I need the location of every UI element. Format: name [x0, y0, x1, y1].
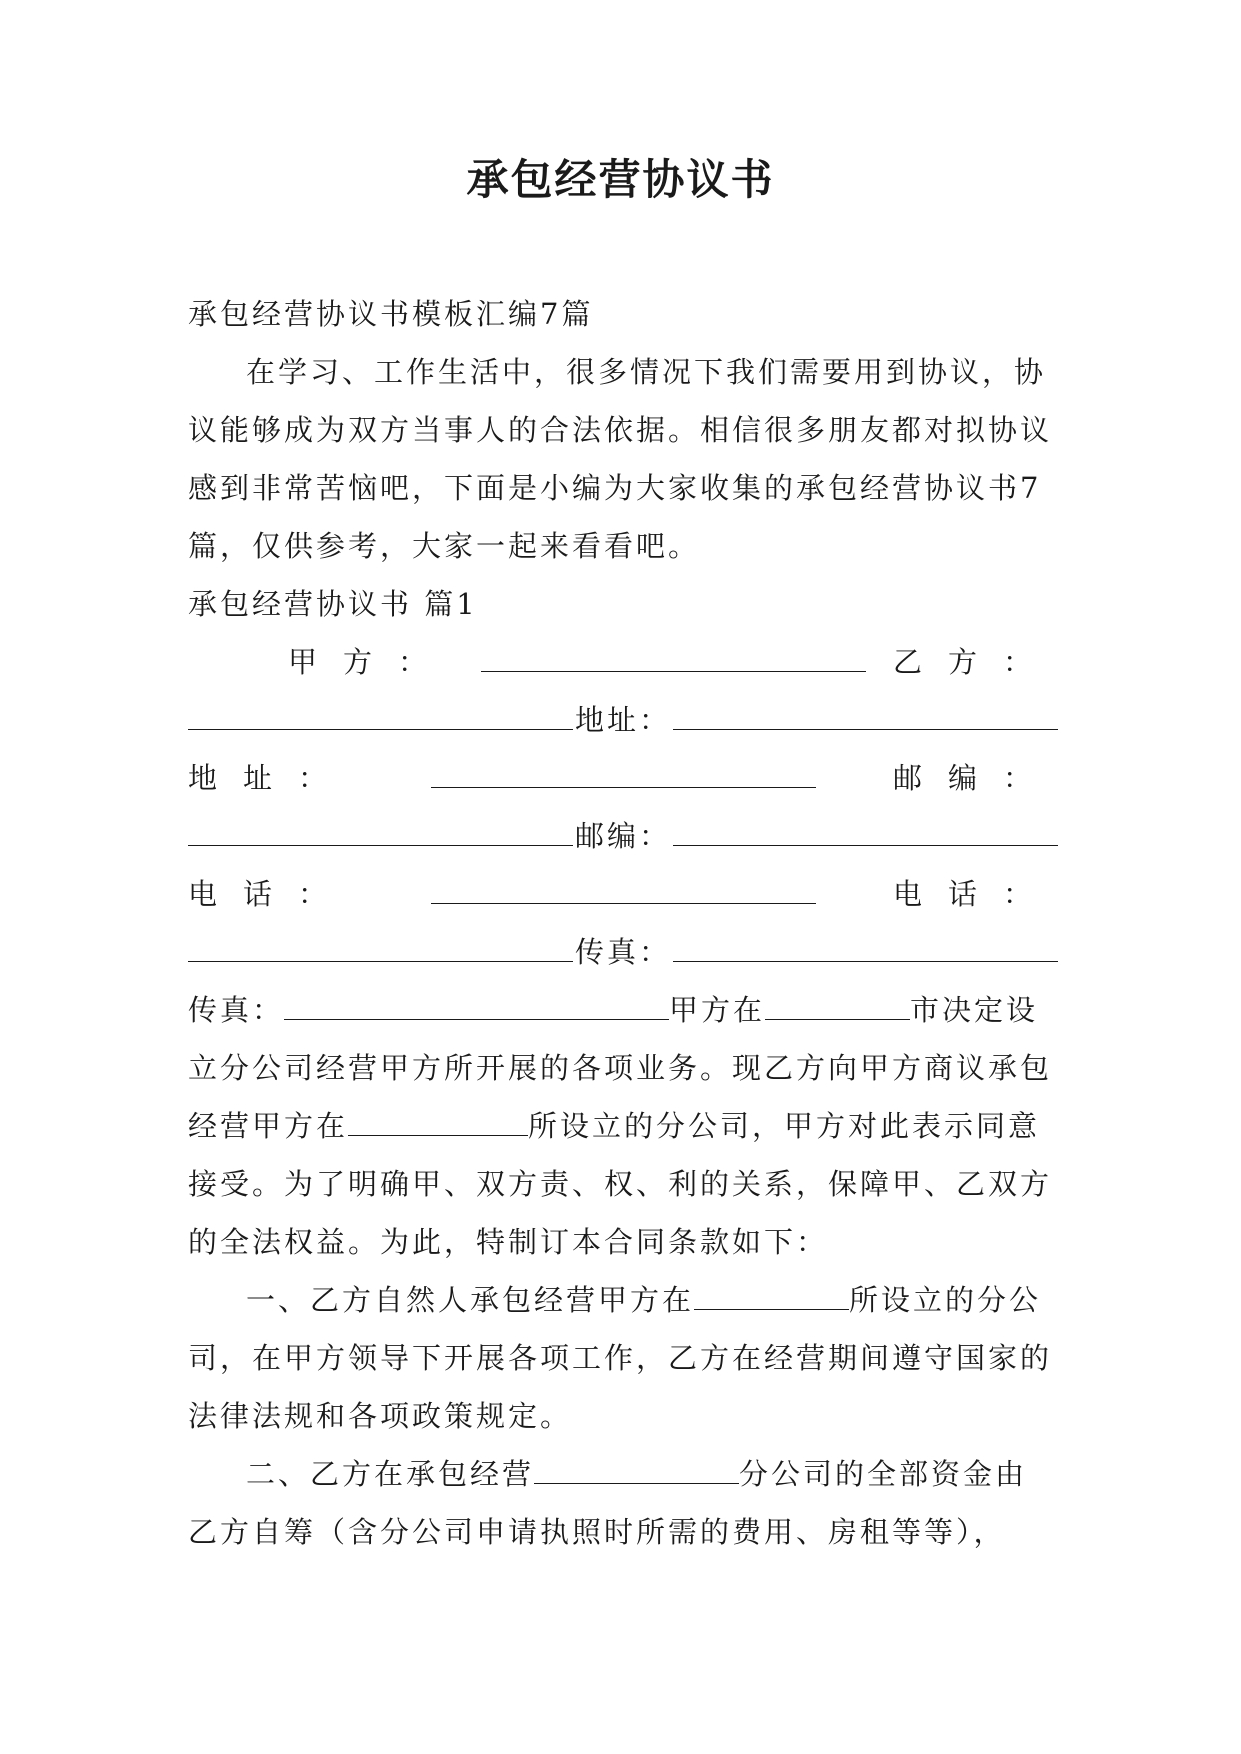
address-a-row — [188, 749, 1058, 807]
party-b-blank — [188, 728, 573, 730]
clause-2-blank — [534, 1482, 739, 1484]
postcode-b-blank — [673, 844, 1058, 846]
clause-1-part1: 一、乙方自然人承包经营甲方在 — [246, 1283, 695, 1317]
paragraph-1-part2: 市决定设立分公司经营甲方所开展的各项业务。现乙方向甲方商议承包经营甲方在 — [188, 993, 1053, 1143]
address-label: 地址： — [574, 703, 671, 737]
party-b-address-row — [188, 691, 1058, 749]
phone-a-row — [188, 865, 1058, 923]
phone-a-label: 电话： — [188, 877, 354, 911]
clause-2 — [188, 1445, 1058, 1561]
fax-a-label: 传真： — [188, 993, 285, 1027]
phone-b-blank — [188, 960, 573, 962]
phone-b-label: 电话： — [892, 877, 1058, 911]
postcode-a-blank — [188, 844, 573, 846]
paragraph-1-part3: 所设立的分公司，甲方对此表示同意接受。为了明确甲、双方责、权、利的关系，保障甲、乙双方的全法权益。为此，特制订本合同条款如下： — [188, 1109, 1053, 1259]
fax-label: 传真： — [574, 935, 671, 969]
party-a-blank — [481, 670, 866, 672]
city-blank — [765, 1018, 910, 1020]
document-title: 承包经营协议书 — [466, 155, 775, 204]
document-body — [188, 285, 1058, 1561]
clause-1 — [188, 1271, 1058, 1445]
postcode-b-label: 邮编： — [892, 761, 1058, 795]
party-a-label: 甲方： — [288, 645, 454, 679]
section-heading: 承包经营协议书 篇1 — [188, 587, 478, 621]
paragraph-1-part1: 甲方在 — [669, 993, 766, 1027]
location-blank — [348, 1134, 528, 1136]
phone-a-blank — [431, 902, 816, 904]
fax-b-blank — [673, 960, 1058, 962]
fax-a-blank — [284, 1018, 669, 1020]
document-subtitle: 承包经营协议书模板汇编7篇 — [188, 297, 594, 331]
address-b-blank — [673, 728, 1058, 730]
clause-2-part1: 二、乙方在承包经营 — [246, 1457, 535, 1491]
postcode-label: 邮编： — [574, 819, 671, 853]
fax-row — [188, 923, 1058, 981]
clause-1-part2: 所设立的分公司，在甲方领导下开展各项工作，乙方在经营期间遵守国家的法律法规和各项政策规定。 — [188, 1283, 1053, 1433]
party-row — [188, 633, 1058, 691]
address-a-blank — [431, 786, 816, 788]
address-a-label: 地址： — [188, 761, 354, 795]
paragraph-1 — [188, 981, 1058, 1271]
postcode-row — [188, 807, 1058, 865]
intro-paragraph: 在学习、工作生活中，很多情况下我们需要用到协议，协议能够成为双方当事人的合法依据。相信很多朋友都对拟协议感到非常苦恼吧，下面是小编为大家收集的承包经营协议书7篇，仅供参考，大家一起来看看吧。 — [188, 355, 1053, 563]
party-b-label: 乙方： — [892, 645, 1058, 679]
clause-1-blank — [694, 1308, 849, 1310]
clause-2-part2: 分公司的全部资金由乙方自筹（含分公司申请执照时所需的费用、房租等等）， — [188, 1457, 1028, 1549]
